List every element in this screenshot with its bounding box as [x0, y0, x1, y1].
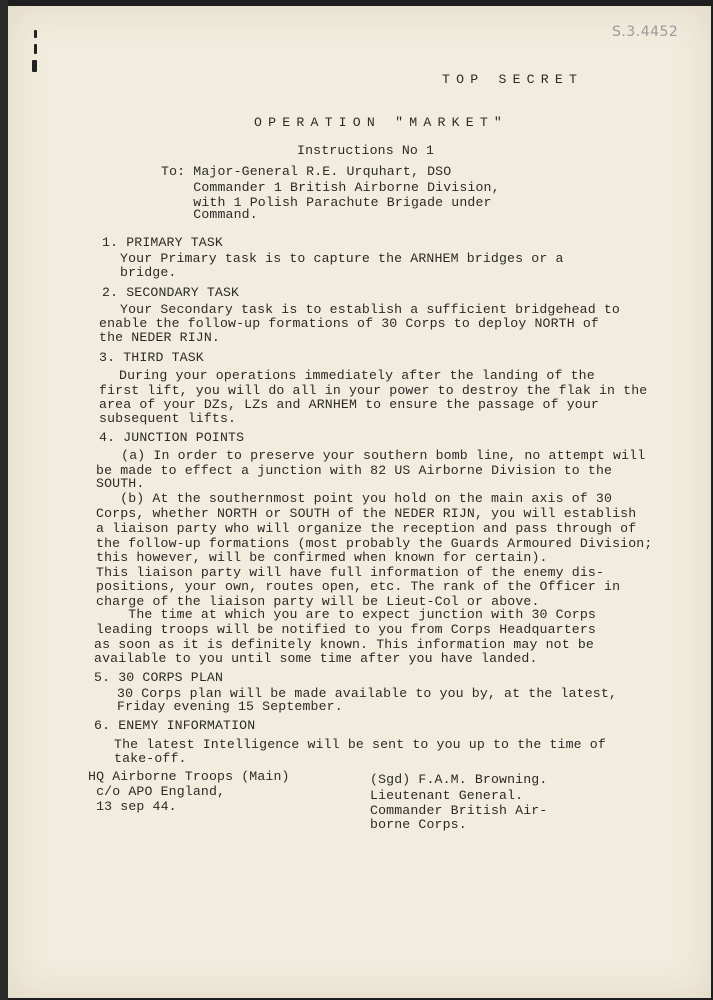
section-line: The time at which you are to expect junction with 30 Corps	[96, 607, 596, 622]
addressee-line: To: Major-General R.E. Urquhart, DSO	[161, 164, 452, 179]
archive-reference-number: S.3.4452	[612, 24, 679, 40]
section-line: The latest Intelligence will be sent to you up to the time of	[114, 737, 606, 752]
origin-line: HQ Airborne Troops (Main)	[88, 769, 290, 784]
addressee-line: Commander 1 British Airborne Division,	[161, 180, 500, 195]
section-line: take-off.	[114, 751, 187, 766]
section-line: leading troops will be notified to you from Corps Headquarters	[96, 622, 596, 637]
section-line: the follow-up formations (most probably the Guards Armoured Division;	[96, 536, 653, 551]
section-line: as soon as it is definitely known. This information may not be	[94, 637, 594, 652]
origin-line: c/o APO England,	[88, 784, 226, 799]
section-line: SOUTH.	[96, 476, 145, 491]
signature-line: Lieutenant General.	[370, 788, 524, 803]
section-line: available to you until some time after you have landed.	[94, 651, 538, 666]
section-heading: 4. JUNCTION POINTS	[99, 430, 245, 445]
section-line: the NEDER RIJN.	[99, 330, 220, 345]
section-line: (b) At the southernmost point you hold on the main axis of 30	[104, 491, 613, 506]
origin-line: 13 sep 44.	[88, 799, 177, 814]
section-line: (a) In order to preserve your southern bomb line, no attempt will	[105, 448, 646, 463]
section-line: 30 Corps plan will be made available to you by, at the latest,	[117, 686, 617, 701]
section-heading: 5. 30 CORPS PLAN	[94, 670, 224, 685]
section-line: bridge.	[120, 265, 177, 280]
section-line: During your operations immediately after the landing of the	[119, 368, 595, 383]
section-heading: 6. ENEMY INFORMATION	[94, 718, 256, 733]
section-heading: 3. THIRD TASK	[99, 350, 204, 365]
addressee-line: with 1 Polish Parachute Brigade under	[161, 195, 492, 210]
binder-hole-mark	[30, 30, 40, 76]
section-line: charge of the liaison party will be Lieut-Col or above.	[96, 594, 540, 609]
instructions-number: Instructions No 1	[297, 143, 435, 158]
operation-title: OPERATION "MARKET"	[254, 115, 509, 130]
signature-line: Commander British Air-	[370, 803, 548, 818]
scan-border	[0, 0, 8, 1000]
section-line: a liaison party who will organize the reception and pass through of	[96, 521, 637, 536]
section-heading: 2. SECONDARY TASK	[102, 285, 240, 300]
section-line: Friday evening 15 September.	[117, 699, 343, 714]
signature-line: borne Corps.	[370, 817, 467, 832]
section-line: be made to effect a junction with 82 US Airborne Division to the	[96, 463, 613, 478]
section-line: This liaison party will have full information of the enemy dis-	[96, 565, 605, 580]
classification-header: TOP SECRET	[442, 72, 584, 87]
section-line: area of your DZs, LZs and ARNHEM to ensure the passage of your	[99, 397, 599, 412]
section-line: first lift, you will do all in your power to destroy the flak in the	[99, 383, 648, 398]
section-line: this however, will be confirmed when known for certain).	[96, 550, 548, 565]
section-line: Your Secondary task is to establish a sufficient bridgehead to	[120, 302, 620, 317]
addressee-line: Command.	[161, 207, 258, 222]
section-line: Your Primary task is to capture the ARNHEM bridges or a	[120, 251, 564, 266]
section-line: positions, your own, routes open, etc. The rank of the Officer in	[96, 579, 621, 594]
section-line: enable the follow-up formations of 30 Corps to deploy NORTH of	[99, 316, 599, 331]
section-line: subsequent lifts.	[99, 411, 237, 426]
section-heading: 1. PRIMARY TASK	[102, 235, 223, 250]
section-line: Corps, whether NORTH or SOUTH of the NEDER RIJN, you will establish	[96, 506, 637, 521]
signature-line: (Sgd) F.A.M. Browning.	[370, 772, 548, 787]
